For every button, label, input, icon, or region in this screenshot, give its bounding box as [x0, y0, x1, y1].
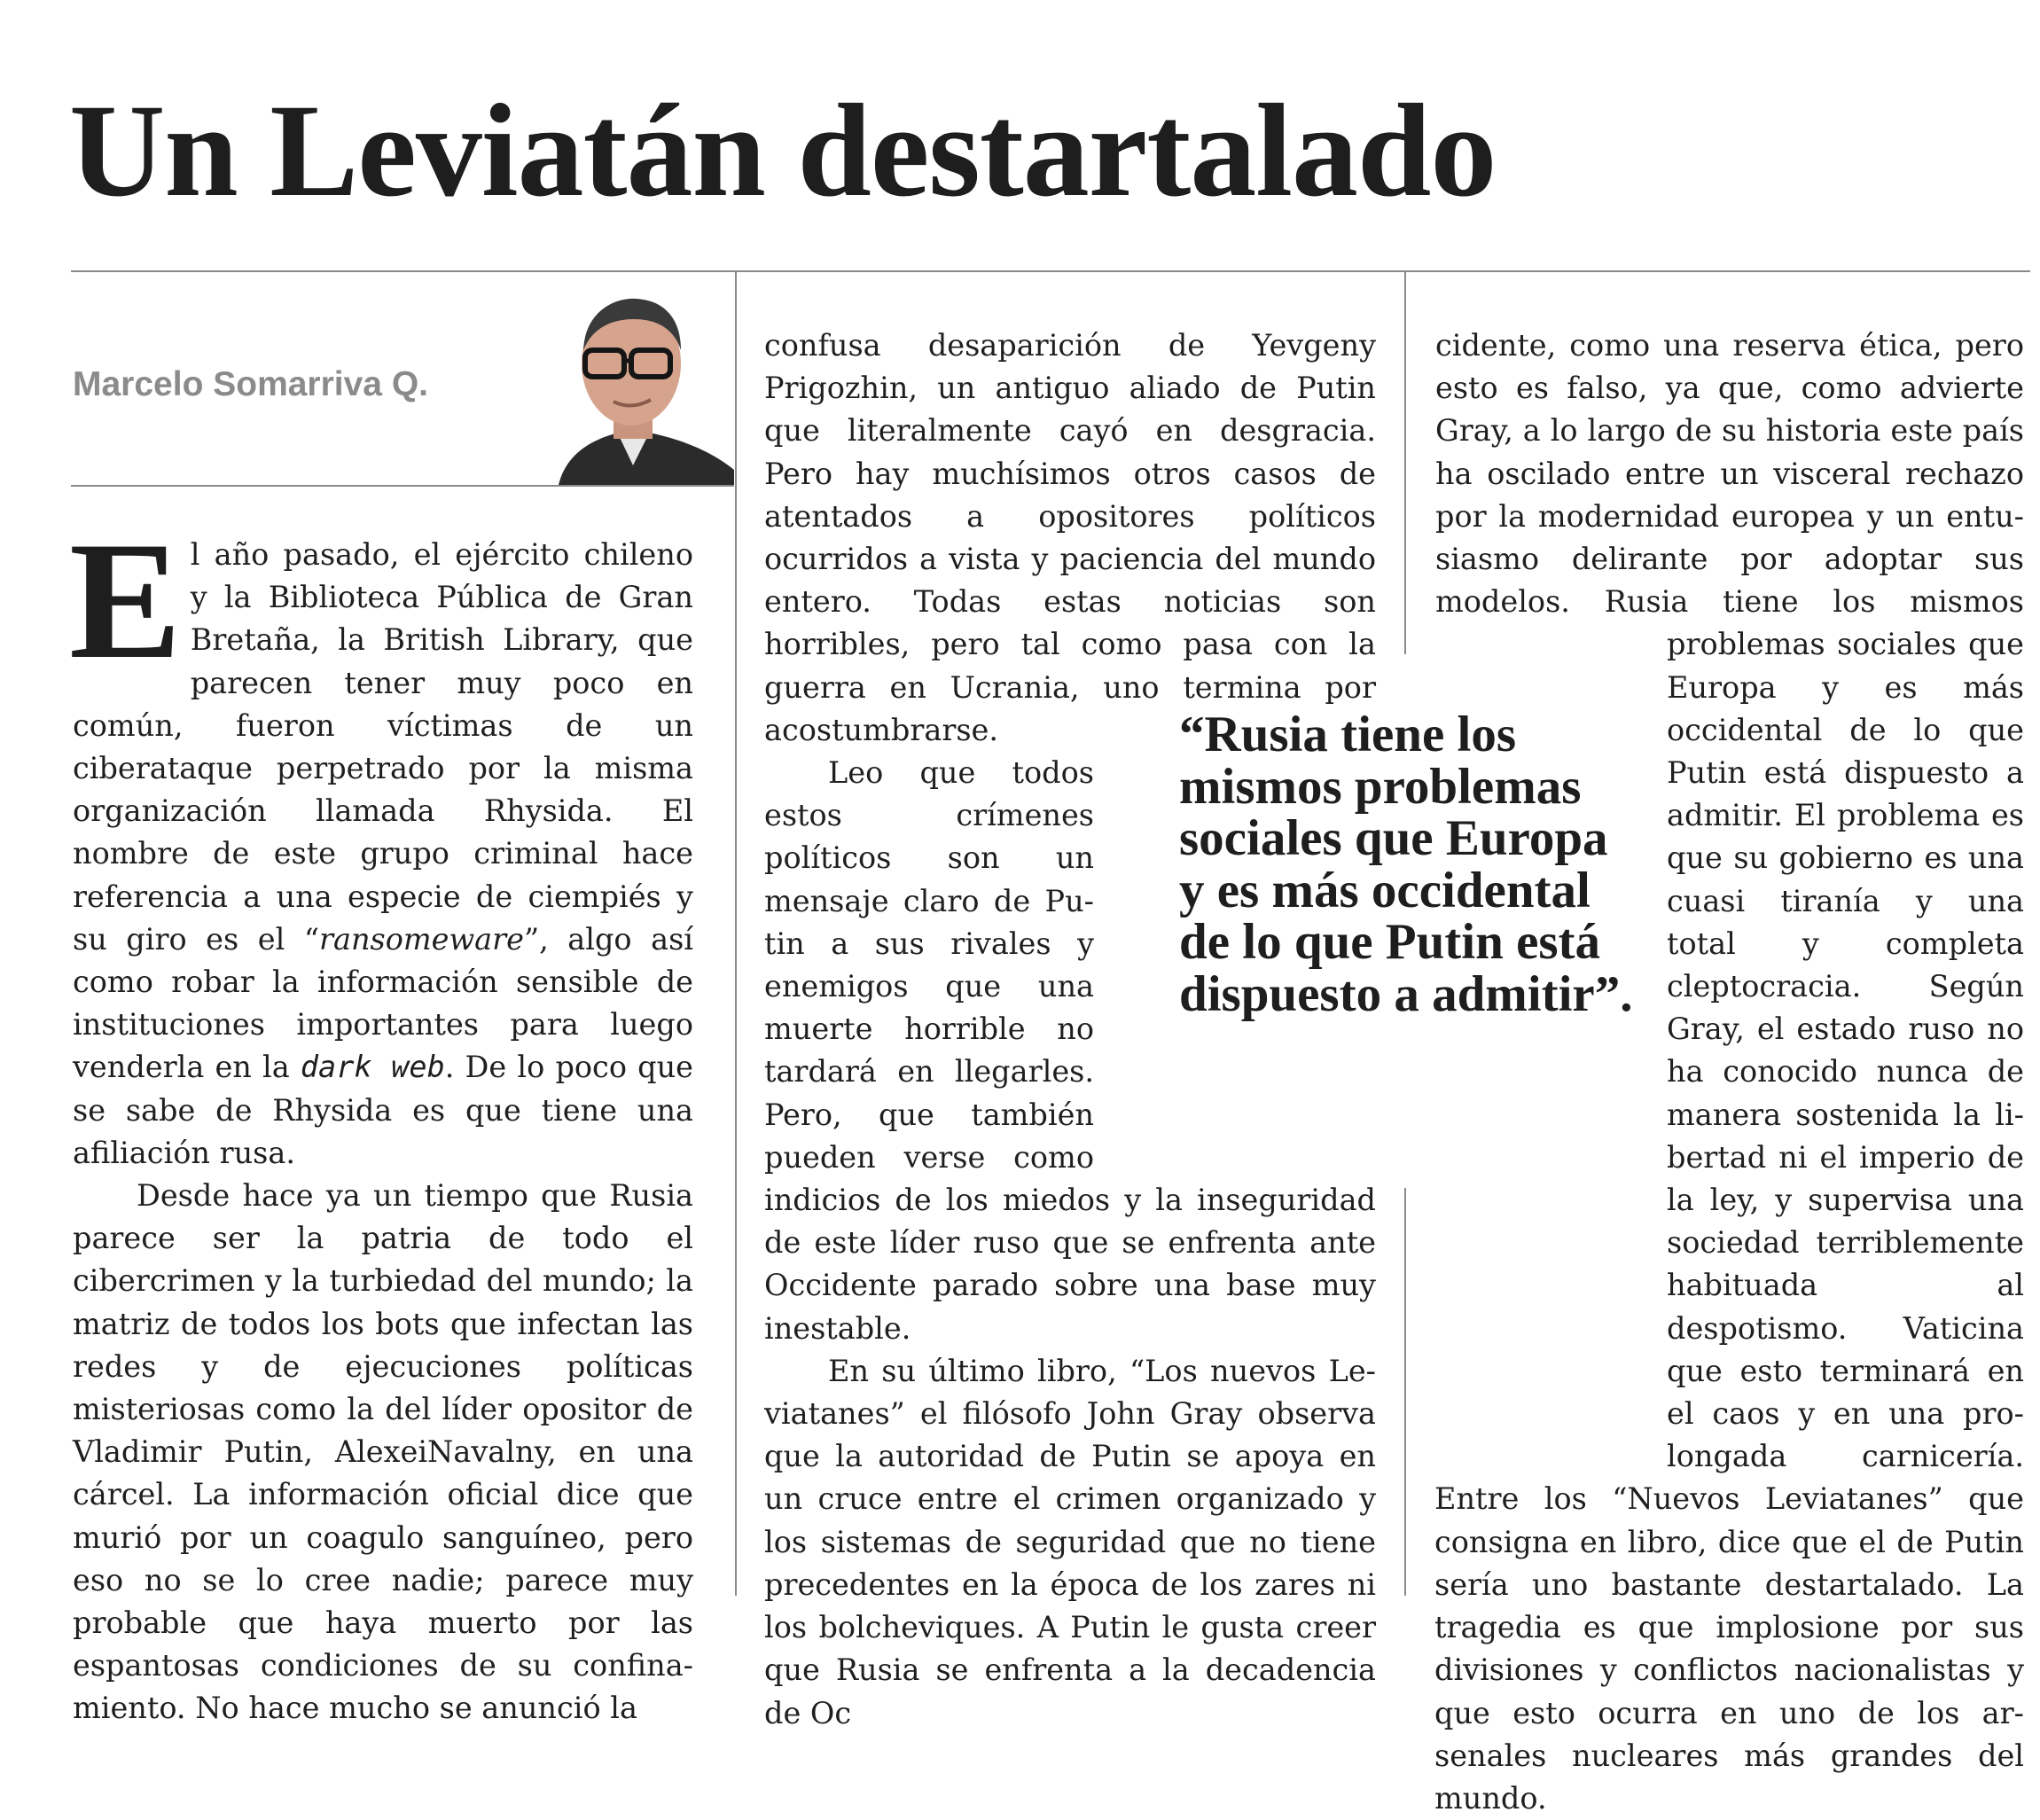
paragraph	[69, 508, 693, 1175]
headline: Un Leviatán destartalado	[69, 77, 1497, 224]
paragraph: En su último libro, “Los nuevos Leviatanes” el filósofo John Gray observa que la autoridad de Putin se apoya en un cruce entre el crimen organizado y los sistemas de seguridad que no tiene precedentes en la época de los zares ni los bolcheviques. A Putin le gusta creer que Rusia se enfrenta a la decadencia de Oc	[764, 1353, 1376, 1730]
article-column-1	[69, 508, 693, 1730]
paragraph-text: cidente, como una reserva ética, pero esto es falso, ya que, como advierte Gray, a lo largo de su historia este país ha oscilado entre un visceral rechazo por la modernidad europea y un entusiasmo delirante por adoptar sus modelos. Rusia tiene los mismos problemas sociales que Europa y es más occidental de lo que Putin está dispuesto a admitir. El problema es que su gobierno es una cuasi tiranía y una total y completa cleptocracia. Según Gray, el estado ruso no ha conocido nunca de manera sostenida la libertad ni el imperio de la ley, y supervisa una sociedad terriblemente habituada al despotismo. Vaticina que esto terminará en el caos y en una prolongada carnicería. Entre los “Nuevos Leviatanes” que consigna en libro, dice que el de Putin sería uno bastante destartalado. La tragedia es que implosione por sus divisiones y conflictos nacionalistas y que esto ocurra en uno de los arsenales nucleares más grandes del mundo.	[1434, 328, 2024, 1816]
paragraph-emphasis: dark web	[300, 1050, 445, 1085]
paragraph-text: . De lo poco que se sabe de Rhysida es que tiene una afiliación rusa.	[73, 1050, 693, 1170]
article-column-3	[1434, 324, 2024, 1820]
top-rule	[71, 270, 2030, 272]
author-name: Marcelo Somarriva Q.	[73, 365, 429, 403]
paragraph: confusa desaparición de Yevgeny Prigozhin, un antiguo aliado de Putin que literalmente cayó en desgracia. Pero hay muchísimos otros casos de atentados a opositores políticos ocurridos a vista y paciencia del mundo entero. Todas estas noticias son horribles, pero tal como pasa con la guerra en Ucrania, uno termina por acostumbrarse.	[764, 328, 1376, 747]
author-photo	[532, 288, 734, 485]
paragraph-text: ”, algo así como robar la información sensible de instituciones importantes para luego venderla en la	[73, 921, 693, 1085]
drop-cap: E	[69, 508, 182, 694]
byline-rule	[71, 485, 734, 487]
article-column-2	[764, 324, 1376, 1735]
column-divider-2-top	[1404, 270, 1406, 654]
paragraph: Desde hace ya un tiempo que Rusia parece ser la patria de todo el cibercrimen y la turbiedad del mundo; la matriz de todos los bots que infectan las redes y de ejecuciones políticas misteriosas como la del líder opositor de Vladimir Putin, AlexeiNavalny, en una cárcel. La información oficial dice que murió por un coagulo sanguíneo, pero eso no se lo cree nadie; parece muy probable que haya muerto por las espantosas condiciones de su confinamiento. No hace mucho se anunció la	[73, 1178, 693, 1726]
paragraph-text: l año pasado, el ejército chileno y la Biblioteca Pública de Gran Bretaña, la British Library, que parecen tener muy poco en común, fueron víctimas de un ciberataque perpetrado por la misma organización llamada Rhysida. El nombre de este grupo criminal hace referencia a una especie de ciempiés y su giro es el “	[73, 537, 693, 957]
column-divider-1	[735, 270, 737, 1596]
paragraph-emphasis: ransomeware	[318, 921, 524, 957]
pullquote-gap	[1434, 961, 1667, 1457]
pull-quote: “Rusia tiene los mismos problemas sociales que Europa y es más occidental de lo que Putin está dispuesto a admitir”.	[1179, 707, 1633, 1022]
column-divider-2-bottom	[1404, 1188, 1406, 1596]
paragraph-text: Leo que todos estos crímenes políticos son un mensaje claro de Putin a sus rivales y enemigos que una muerte horrible no tardará en llegarles. Pero, que también pueden verse como indicios de los miedos y la inseguridad de este líder ruso que se enfrenta ante Occidente parado sobre una base muy inestable.	[764, 755, 1376, 1346]
paragraph	[1434, 324, 2024, 1820]
